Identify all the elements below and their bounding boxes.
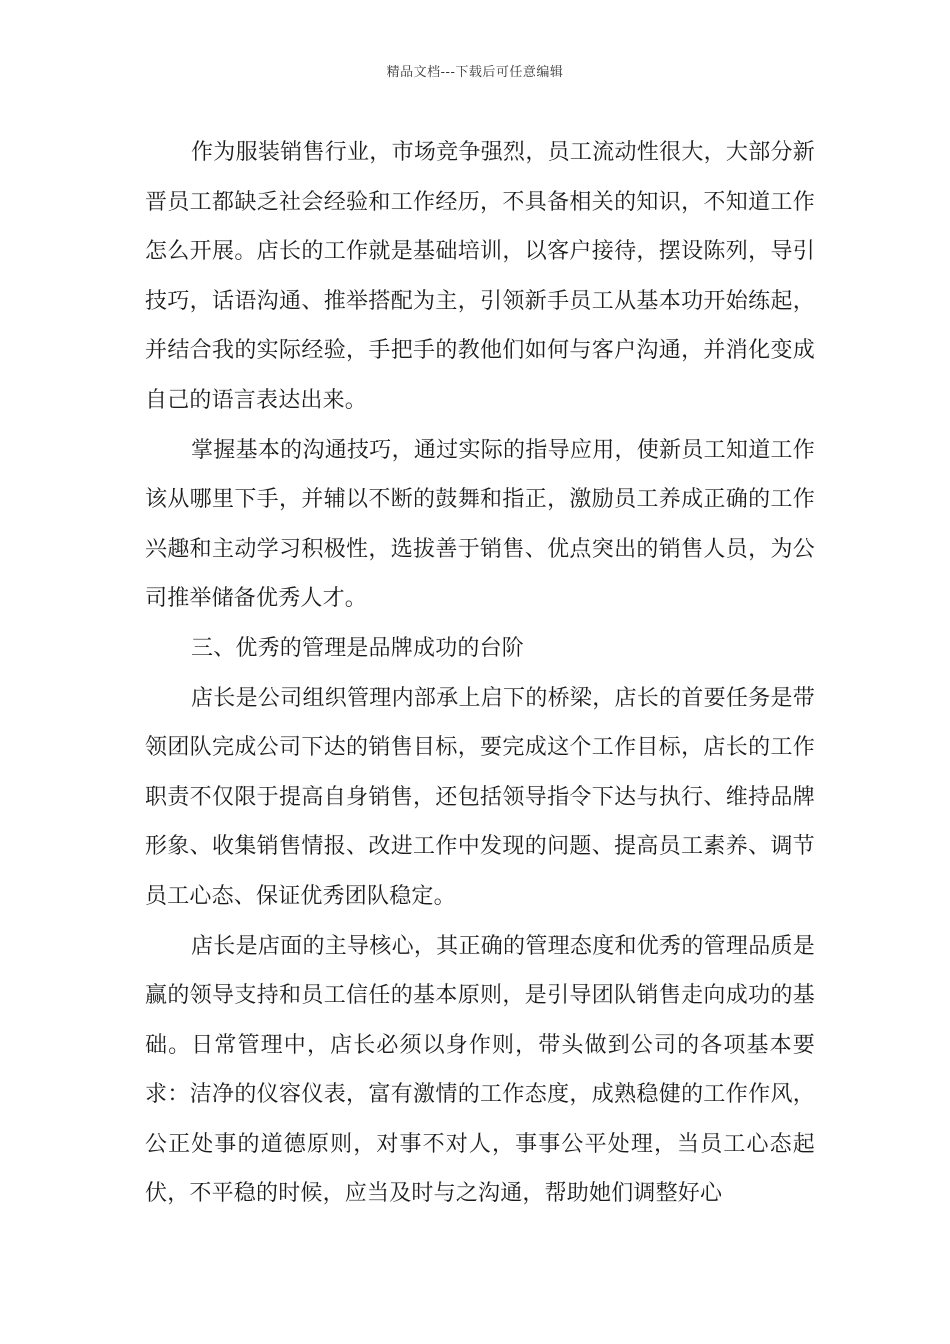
- paragraph-training: 作为服装销售行业，市场竞争强烈，员工流动性很大，大部分新晋员工都缺乏社会经验和工作经历，不具备相关的知识，不知道工作怎么开展。店长的工作就是基础培训，以客户接待，摆设陈列，导引技巧，话语沟通、推举搭配为主，引领新手员工从基本功开始练起，并结合我的实际经验，手把手的教他们如何与客户沟通，并消化变成自己的语言表达出来。: [145, 140, 815, 413]
- paragraph-manager-core: 店长是店面的主导核心，其正确的管理态度和优秀的管理品质是赢的领导支持和员工信任的基本原则，是引导团队销售走向成功的基础。日常管理中，店长必须以身作则，带头做到公司的各项基本要求：洁净的仪容仪表，富有激情的工作态度，成熟稳健的工作作风，公正处事的道德原则，对事不对人，事事公平处理，当员工心态起伏，不平稳的时候，应当及时与之沟通，帮助她们调整好心: [145, 933, 815, 1207]
- document-body: [145, 128, 815, 1219]
- paragraph-manager-role: 店长是公司组织管理内部承上启下的桥梁，店长的首要任务是带领团队完成公司下达的销售目标，要完成这个工作目标，店长的工作职责不仅限于提高自身销售，还包括领导指令下达与执行、维持品牌形象、收集销售情报、改进工作中发现的问题、提高员工素养、调节员工心态、保证优秀团队稳定。: [145, 685, 815, 909]
- paragraph-communication-skills: 掌握基本的沟通技巧，通过实际的指导应用，使新员工知道工作该从哪里下手，并辅以不断的鼓舞和指正，激励员工养成正确的工作兴趣和主动学习积极性，选拔善于销售、优点突出的销售人员，为公司推举储备优秀人才。: [145, 437, 815, 612]
- page-header: 精品文档---下载后可任意编辑: [386, 65, 564, 80]
- section-heading: 三、优秀的管理是品牌成功的台阶: [191, 635, 525, 661]
